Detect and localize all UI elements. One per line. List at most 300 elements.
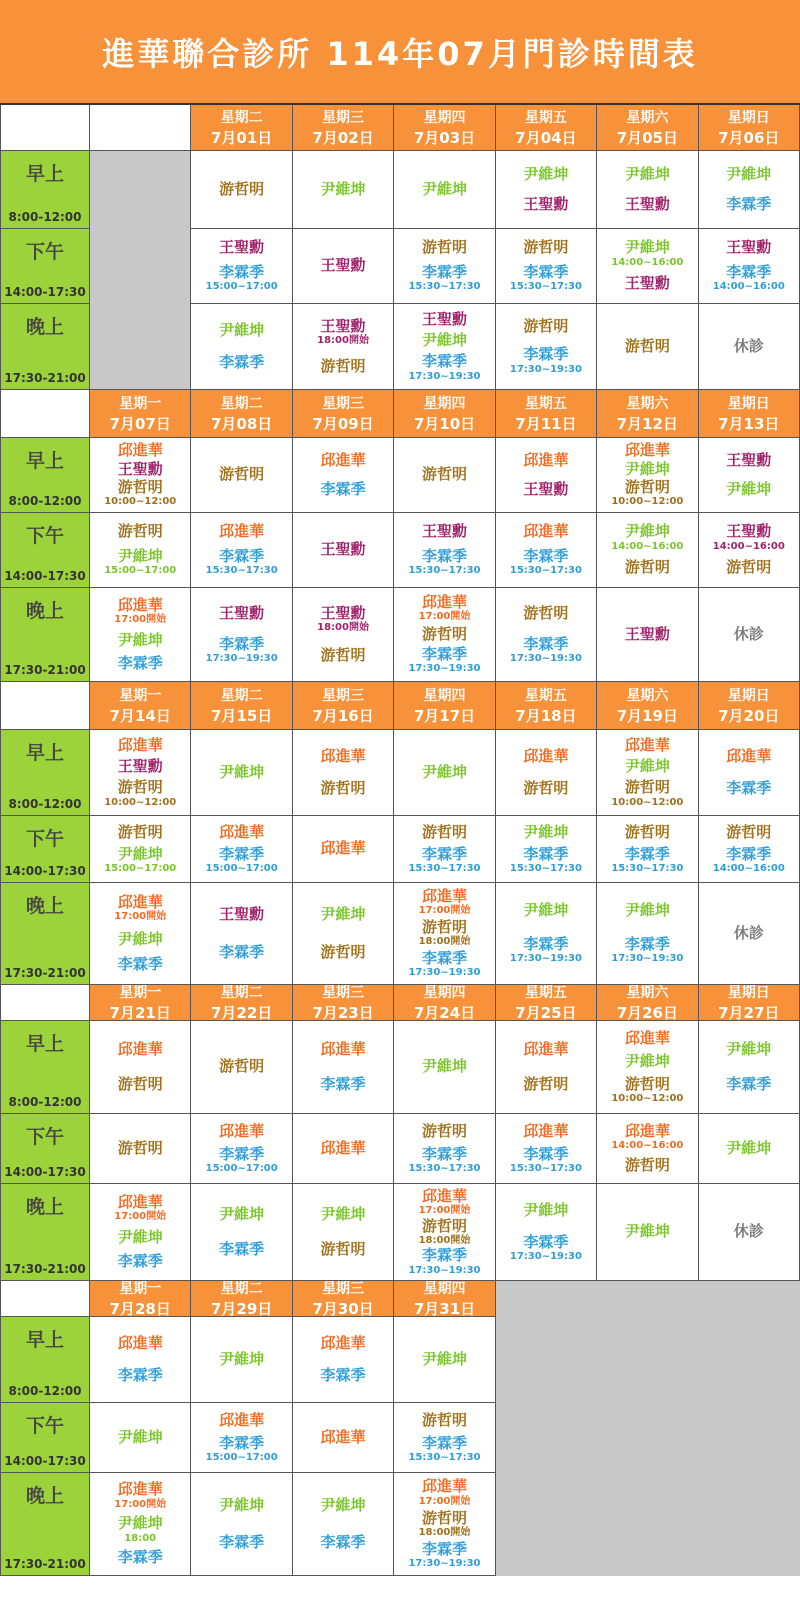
closed-label: 休診 bbox=[733, 336, 764, 355]
doctor-name: 李霖季 bbox=[523, 546, 569, 565]
doctor-name: 邱進華 bbox=[523, 522, 569, 541]
doctor-name: 游哲明 bbox=[219, 1057, 265, 1076]
date-label: 7月12日 bbox=[616, 414, 678, 433]
time-note: 15:30~17:30 bbox=[509, 1162, 582, 1174]
time-note: 10:00~12:00 bbox=[104, 796, 177, 808]
slot-hours: 14:00-17:30 bbox=[4, 864, 86, 878]
doctor-entry bbox=[510, 846, 582, 875]
doctor-name: 李霖季 bbox=[219, 262, 265, 281]
doctor-entry bbox=[321, 748, 366, 765]
doctor-entry bbox=[726, 452, 771, 469]
schedule-cell bbox=[394, 229, 495, 304]
schedule-cell bbox=[394, 588, 495, 682]
day-header bbox=[699, 105, 800, 151]
doctor-entry bbox=[321, 541, 366, 558]
doctor-entry bbox=[206, 1435, 278, 1464]
doctor-name: 尹維坤 bbox=[624, 238, 670, 257]
doctor-name: 邱進華 bbox=[320, 1138, 366, 1157]
schedule-cell bbox=[597, 304, 698, 390]
doctor-entry bbox=[321, 1497, 366, 1514]
day-header bbox=[90, 682, 191, 730]
schedule-cell bbox=[597, 816, 698, 883]
doctor-name: 游哲明 bbox=[624, 822, 670, 841]
doctor-entry bbox=[219, 764, 264, 781]
doctor-name: 游哲明 bbox=[219, 465, 265, 484]
doctor-name: 尹維坤 bbox=[219, 1204, 265, 1223]
schedule-cell bbox=[293, 513, 394, 588]
doctor-name: 尹維坤 bbox=[219, 1349, 265, 1368]
doctor-entry bbox=[734, 338, 764, 355]
slot-hours: 17:30-21:00 bbox=[4, 966, 86, 980]
schedule-cell bbox=[293, 304, 394, 390]
doctor-entry bbox=[118, 1429, 163, 1446]
schedule-cell bbox=[293, 438, 394, 513]
schedule-cell bbox=[496, 816, 597, 883]
slot-label bbox=[0, 883, 90, 985]
doctor-name: 李霖季 bbox=[219, 1433, 265, 1452]
doctor-name: 游哲明 bbox=[117, 1138, 163, 1157]
day-header bbox=[597, 105, 698, 151]
schedule-cell bbox=[699, 229, 800, 304]
schedule-cell bbox=[191, 438, 292, 513]
slot-name: 下午 bbox=[25, 828, 64, 850]
date-label: 7月15日 bbox=[210, 706, 273, 725]
time-note: 17:00開始 bbox=[114, 1498, 167, 1510]
doctor-entry bbox=[118, 442, 163, 459]
doctor-name: 李霖季 bbox=[523, 634, 569, 653]
doctor-name: 游哲明 bbox=[117, 778, 163, 797]
time-note: 18:00開始 bbox=[418, 1526, 471, 1538]
doctor-name: 尹維坤 bbox=[320, 905, 366, 924]
time-note: 15:30~17:30 bbox=[408, 565, 481, 577]
weekday-label: 星期一 bbox=[119, 1281, 162, 1297]
slot-hours: 8:00-12:00 bbox=[8, 797, 82, 811]
day-header bbox=[699, 390, 800, 438]
slot-name: 晚上 bbox=[25, 1196, 64, 1218]
doctor-entry bbox=[219, 239, 264, 256]
schedule-cell bbox=[597, 730, 698, 816]
doctor-name: 邱進華 bbox=[117, 595, 163, 614]
slot-name: 早上 bbox=[25, 163, 64, 185]
time-note: 15:30~17:30 bbox=[611, 862, 684, 874]
slot-label bbox=[0, 1403, 90, 1473]
schedule-cell bbox=[191, 151, 292, 229]
time-note: 10:00~12:00 bbox=[611, 796, 684, 808]
day-header bbox=[293, 390, 394, 438]
doctor-entry bbox=[422, 764, 467, 781]
doctor-name: 尹維坤 bbox=[117, 1427, 163, 1446]
slot-label bbox=[0, 1473, 90, 1576]
day-header bbox=[293, 985, 394, 1021]
doctor-entry bbox=[321, 1534, 366, 1551]
weekday-label: 星期四 bbox=[423, 1281, 466, 1297]
doctor-name: 尹維坤 bbox=[523, 165, 569, 184]
time-note: 14:00~16:00 bbox=[611, 540, 684, 552]
doctor-entry bbox=[422, 824, 467, 841]
doctor-name: 尹維坤 bbox=[219, 762, 265, 781]
slot-hours: 17:30-21:00 bbox=[4, 371, 86, 385]
doctor-name: 尹維坤 bbox=[523, 901, 569, 920]
date-label: 7月20日 bbox=[718, 706, 780, 725]
slot-name: 晚上 bbox=[25, 316, 64, 338]
doctor-name: 李霖季 bbox=[219, 1533, 265, 1552]
doctor-entry bbox=[726, 1076, 771, 1093]
schedule-cell bbox=[90, 1317, 191, 1403]
schedule-cell bbox=[496, 229, 597, 304]
doctor-entry bbox=[713, 846, 785, 875]
weekday-label: 星期六 bbox=[626, 687, 669, 704]
doctor-name: 游哲明 bbox=[421, 1508, 467, 1527]
doctor-entry bbox=[625, 1053, 670, 1070]
header-corner bbox=[0, 1281, 90, 1317]
doctor-name: 李霖季 bbox=[421, 844, 467, 863]
time-note: 10:00~12:00 bbox=[611, 1092, 684, 1104]
doctor-name: 游哲明 bbox=[624, 1074, 670, 1093]
weekday-label: 星期五 bbox=[524, 985, 567, 1001]
doctor-entry bbox=[523, 523, 568, 540]
slot-name: 早上 bbox=[25, 450, 64, 472]
date-label: 7月09日 bbox=[312, 414, 374, 433]
schedule-cell bbox=[90, 1403, 191, 1473]
doctor-entry bbox=[118, 655, 163, 672]
doctor-entry bbox=[510, 1146, 582, 1175]
doctor-name: 尹維坤 bbox=[117, 1228, 163, 1247]
doctor-name: 邱進華 bbox=[320, 839, 366, 858]
doctor-entry bbox=[726, 748, 771, 765]
date-label: 7月21日 bbox=[109, 1003, 171, 1021]
weekday-label: 星期二 bbox=[220, 395, 263, 412]
page-title: 進華聯合診所 114年07月門診時間表 bbox=[0, 0, 800, 105]
doctor-entry bbox=[408, 1247, 480, 1276]
doctor-entry bbox=[408, 646, 480, 675]
doctor-name: 李霖季 bbox=[726, 194, 772, 213]
doctor-name: 游哲明 bbox=[624, 778, 670, 797]
day-header bbox=[191, 105, 292, 151]
doctor-name: 邱進華 bbox=[219, 822, 265, 841]
schedule-cell bbox=[191, 1403, 292, 1473]
schedule-cell bbox=[699, 730, 800, 816]
date-label: 7月10日 bbox=[413, 414, 476, 433]
schedule-cell bbox=[191, 1021, 292, 1114]
time-note: 18:00開始 bbox=[418, 1234, 471, 1246]
doctor-entry bbox=[408, 846, 480, 875]
doctor-entry bbox=[726, 824, 771, 841]
doctor-name: 邱進華 bbox=[624, 735, 670, 754]
doctor-name: 李霖季 bbox=[523, 1144, 569, 1163]
doctor-name: 游哲明 bbox=[421, 624, 467, 643]
weekday-label: 星期四 bbox=[423, 687, 466, 704]
day-header bbox=[699, 985, 800, 1021]
day-header bbox=[191, 682, 292, 730]
doctor-name: 邱進華 bbox=[117, 1040, 163, 1059]
doctor-name: 邱進華 bbox=[117, 1333, 163, 1352]
doctor-name: 尹維坤 bbox=[624, 1222, 670, 1241]
doctor-name: 邱進華 bbox=[117, 1480, 163, 1499]
time-note: 15:30~17:30 bbox=[509, 281, 582, 293]
date-label: 7月24日 bbox=[413, 1003, 476, 1021]
doctor-entry bbox=[625, 275, 670, 292]
header-corner bbox=[0, 105, 90, 151]
doctor-entry bbox=[523, 824, 568, 841]
time-note: 17:30~19:30 bbox=[509, 1250, 582, 1262]
doctor-name: 王聖勳 bbox=[726, 238, 772, 257]
schedule-cell bbox=[293, 730, 394, 816]
doctor-entry bbox=[523, 318, 568, 335]
schedule-cell bbox=[293, 1184, 394, 1281]
date-label: 7月23日 bbox=[312, 1003, 374, 1021]
date-label: 7月06日 bbox=[718, 128, 780, 147]
schedule-cell bbox=[699, 1184, 800, 1281]
day-header bbox=[699, 682, 800, 730]
schedule-cell bbox=[191, 229, 292, 304]
schedule-cell bbox=[699, 588, 800, 682]
doctor-name: 尹維坤 bbox=[421, 179, 467, 198]
doctor-entry bbox=[118, 1335, 163, 1352]
doctor-name: 游哲明 bbox=[726, 558, 772, 577]
doctor-entry bbox=[523, 1076, 568, 1093]
doctor-name: 李霖季 bbox=[421, 1539, 467, 1558]
doctor-entry bbox=[625, 166, 670, 183]
doctor-name: 王聖勳 bbox=[726, 522, 772, 541]
doctor-entry bbox=[219, 1534, 264, 1551]
weekday-label: 星期六 bbox=[626, 985, 669, 1001]
doctor-name: 游哲明 bbox=[523, 317, 569, 335]
day-header bbox=[394, 105, 495, 151]
doctor-name: 尹維坤 bbox=[523, 822, 569, 841]
schedule-cell bbox=[699, 513, 800, 588]
day-header bbox=[496, 390, 597, 438]
schedule-cell bbox=[293, 1114, 394, 1184]
doctor-entry bbox=[625, 1223, 670, 1240]
doctor-name: 游哲明 bbox=[117, 822, 163, 841]
schedule-cell bbox=[597, 883, 698, 985]
doctor-name: 李霖季 bbox=[523, 1232, 569, 1251]
doctor-entry bbox=[321, 481, 366, 498]
weekday-label: 星期五 bbox=[524, 687, 567, 704]
schedule-cell bbox=[293, 151, 394, 229]
doctor-entry bbox=[510, 936, 582, 965]
doctor-name: 尹維坤 bbox=[421, 1057, 467, 1076]
doctor-name: 尹維坤 bbox=[523, 1200, 569, 1219]
schedule-grid bbox=[0, 105, 800, 1576]
doctor-name: 王聖勳 bbox=[624, 624, 670, 643]
doctor-entry bbox=[219, 322, 264, 339]
doctor-name: 李霖季 bbox=[421, 949, 467, 968]
slot-name: 早上 bbox=[25, 1033, 64, 1055]
weekday-label: 星期一 bbox=[119, 395, 162, 412]
schedule-cell bbox=[496, 883, 597, 985]
schedule-cell bbox=[394, 1184, 495, 1281]
doctor-name: 邱進華 bbox=[320, 1333, 366, 1352]
schedule-cell bbox=[90, 1473, 191, 1576]
empty-area bbox=[496, 1281, 800, 1576]
date-label: 7月27日 bbox=[718, 1003, 780, 1021]
doctor-name: 邱進華 bbox=[117, 1192, 163, 1211]
doctor-entry bbox=[419, 1188, 471, 1217]
doctor-name: 游哲明 bbox=[421, 918, 467, 937]
schedule-cell bbox=[699, 438, 800, 513]
schedule-cell bbox=[597, 1114, 698, 1184]
schedule-cell bbox=[496, 513, 597, 588]
slot-name: 早上 bbox=[25, 1329, 64, 1351]
weekday-label: 星期日 bbox=[727, 109, 770, 126]
doctor-name: 李霖季 bbox=[421, 1246, 467, 1265]
slot-hours: 17:30-21:00 bbox=[4, 1557, 86, 1571]
doctor-name: 尹維坤 bbox=[624, 459, 670, 478]
header-corner bbox=[0, 985, 90, 1021]
doctor-entry bbox=[114, 597, 166, 626]
schedule-cell bbox=[90, 513, 191, 588]
time-note: 17:30~19:30 bbox=[408, 370, 481, 382]
doctor-entry bbox=[104, 779, 176, 808]
closed-label: 休診 bbox=[733, 1222, 764, 1241]
doctor-name: 尹維坤 bbox=[421, 1349, 467, 1368]
doctor-name: 李霖季 bbox=[523, 262, 569, 281]
time-note: 17:30~19:30 bbox=[408, 663, 481, 675]
day-header bbox=[496, 105, 597, 151]
doctor-entry bbox=[625, 1157, 670, 1174]
date-label: 7月14日 bbox=[109, 706, 171, 725]
doctor-entry bbox=[419, 594, 471, 623]
schedule-cell bbox=[191, 816, 292, 883]
weekday-label: 星期一 bbox=[119, 687, 162, 704]
header-blank bbox=[90, 105, 191, 151]
doctor-entry bbox=[611, 936, 683, 965]
slot-hours: 8:00-12:00 bbox=[8, 1095, 82, 1109]
doctor-entry bbox=[510, 636, 582, 665]
doctor-entry bbox=[510, 1234, 582, 1263]
doctor-name: 尹維坤 bbox=[219, 1495, 265, 1514]
doctor-name: 尹維坤 bbox=[726, 1138, 772, 1157]
schedule-cell bbox=[699, 883, 800, 985]
doctor-entry bbox=[523, 605, 568, 622]
doctor-entry bbox=[422, 181, 467, 198]
doctor-entry bbox=[118, 1253, 163, 1270]
doctor-name: 李霖季 bbox=[117, 1252, 163, 1271]
schedule-cell bbox=[90, 1021, 191, 1114]
doctor-entry bbox=[118, 1076, 163, 1093]
weekday-label: 星期六 bbox=[626, 109, 669, 126]
doctor-name: 邱進華 bbox=[624, 441, 670, 460]
doctor-entry bbox=[625, 626, 670, 643]
doctor-name: 游哲明 bbox=[117, 1074, 163, 1093]
doctor-name: 游哲明 bbox=[523, 238, 569, 257]
doctor-entry bbox=[408, 950, 480, 979]
doctor-name: 游哲明 bbox=[320, 356, 366, 375]
doctor-name: 邱進華 bbox=[726, 746, 772, 765]
schedule-cell bbox=[597, 229, 698, 304]
day-header bbox=[293, 682, 394, 730]
schedule-cell bbox=[394, 1403, 495, 1473]
doctor-name: 李霖季 bbox=[523, 844, 569, 863]
time-note: 18:00開始 bbox=[317, 335, 369, 347]
doctor-entry bbox=[206, 846, 278, 875]
schedule-cell bbox=[496, 304, 597, 390]
doctor-entry bbox=[321, 840, 366, 857]
time-note: 18:00 bbox=[124, 1532, 157, 1544]
doctor-entry bbox=[713, 523, 785, 552]
time-note: 15:30~17:30 bbox=[408, 1162, 481, 1174]
date-label: 7月04日 bbox=[515, 128, 577, 147]
doctor-entry bbox=[408, 1146, 480, 1175]
time-note: 15:00~17:00 bbox=[104, 862, 177, 874]
time-note: 15:00~17:00 bbox=[104, 565, 177, 577]
doctor-name: 游哲明 bbox=[421, 822, 467, 841]
doctor-name: 邱進華 bbox=[523, 1121, 569, 1140]
doctor-entry bbox=[523, 166, 568, 183]
weekday-label: 星期四 bbox=[423, 395, 466, 412]
date-label: 7月29日 bbox=[210, 1299, 273, 1317]
doctor-entry bbox=[118, 1515, 163, 1544]
doctor-entry bbox=[206, 264, 278, 293]
slot-name: 早上 bbox=[25, 742, 64, 764]
doctor-entry bbox=[625, 338, 670, 355]
time-note: 14:00~16:00 bbox=[712, 540, 785, 552]
doctor-entry bbox=[510, 346, 582, 375]
schedule-cell bbox=[293, 816, 394, 883]
slot-label bbox=[0, 1317, 90, 1403]
doctor-name: 邱進華 bbox=[421, 1186, 467, 1205]
doctor-name: 尹維坤 bbox=[624, 165, 670, 184]
date-label: 7月05日 bbox=[616, 128, 678, 147]
time-note: 15:30~17:30 bbox=[509, 862, 582, 874]
doctor-entry bbox=[114, 894, 166, 923]
time-note: 17:30~19:30 bbox=[408, 1264, 481, 1276]
doctor-name: 尹維坤 bbox=[219, 320, 265, 339]
doctor-entry bbox=[114, 1481, 166, 1510]
schedule-cell bbox=[293, 883, 394, 985]
doctor-entry bbox=[219, 1123, 264, 1140]
date-label: 7月30日 bbox=[312, 1299, 374, 1317]
doctor-entry bbox=[611, 239, 683, 268]
doctor-entry bbox=[726, 196, 771, 213]
doctor-entry bbox=[726, 481, 771, 498]
doctor-entry bbox=[321, 181, 366, 198]
date-label: 7月26日 bbox=[616, 1003, 678, 1021]
doctor-name: 王聖勳 bbox=[117, 459, 163, 478]
doctor-entry bbox=[317, 318, 369, 347]
doctor-name: 李霖季 bbox=[726, 778, 772, 797]
weekday-label: 星期四 bbox=[423, 985, 466, 1001]
doctor-name: 王聖勳 bbox=[523, 479, 569, 498]
weekday-label: 星期三 bbox=[322, 109, 365, 126]
doctor-name: 邱進華 bbox=[523, 746, 569, 765]
doctor-entry bbox=[726, 166, 771, 183]
date-label: 7月11日 bbox=[515, 414, 577, 433]
slot-label bbox=[0, 1114, 90, 1184]
doctor-entry bbox=[118, 632, 163, 649]
doctor-entry bbox=[408, 1435, 480, 1464]
time-note: 10:00~12:00 bbox=[104, 496, 177, 508]
doctor-name: 李霖季 bbox=[726, 262, 772, 281]
day-header bbox=[90, 390, 191, 438]
doctor-entry bbox=[219, 1058, 264, 1075]
time-note: 17:00開始 bbox=[418, 1205, 471, 1217]
doctor-entry bbox=[321, 906, 366, 923]
slot-hours: 14:00-17:30 bbox=[4, 569, 86, 583]
schedule-cell bbox=[90, 883, 191, 985]
doctor-entry bbox=[219, 944, 264, 961]
weekday-label: 星期三 bbox=[322, 985, 365, 1001]
doctor-name: 邱進華 bbox=[117, 735, 163, 754]
schedule-cell bbox=[191, 513, 292, 588]
doctor-name: 王聖勳 bbox=[624, 194, 670, 213]
doctor-name: 邱進華 bbox=[624, 1121, 670, 1140]
doctor-name: 邱進華 bbox=[421, 593, 467, 612]
doctor-entry bbox=[523, 1123, 568, 1140]
doctor-entry bbox=[219, 605, 264, 622]
doctor-entry bbox=[523, 196, 568, 213]
